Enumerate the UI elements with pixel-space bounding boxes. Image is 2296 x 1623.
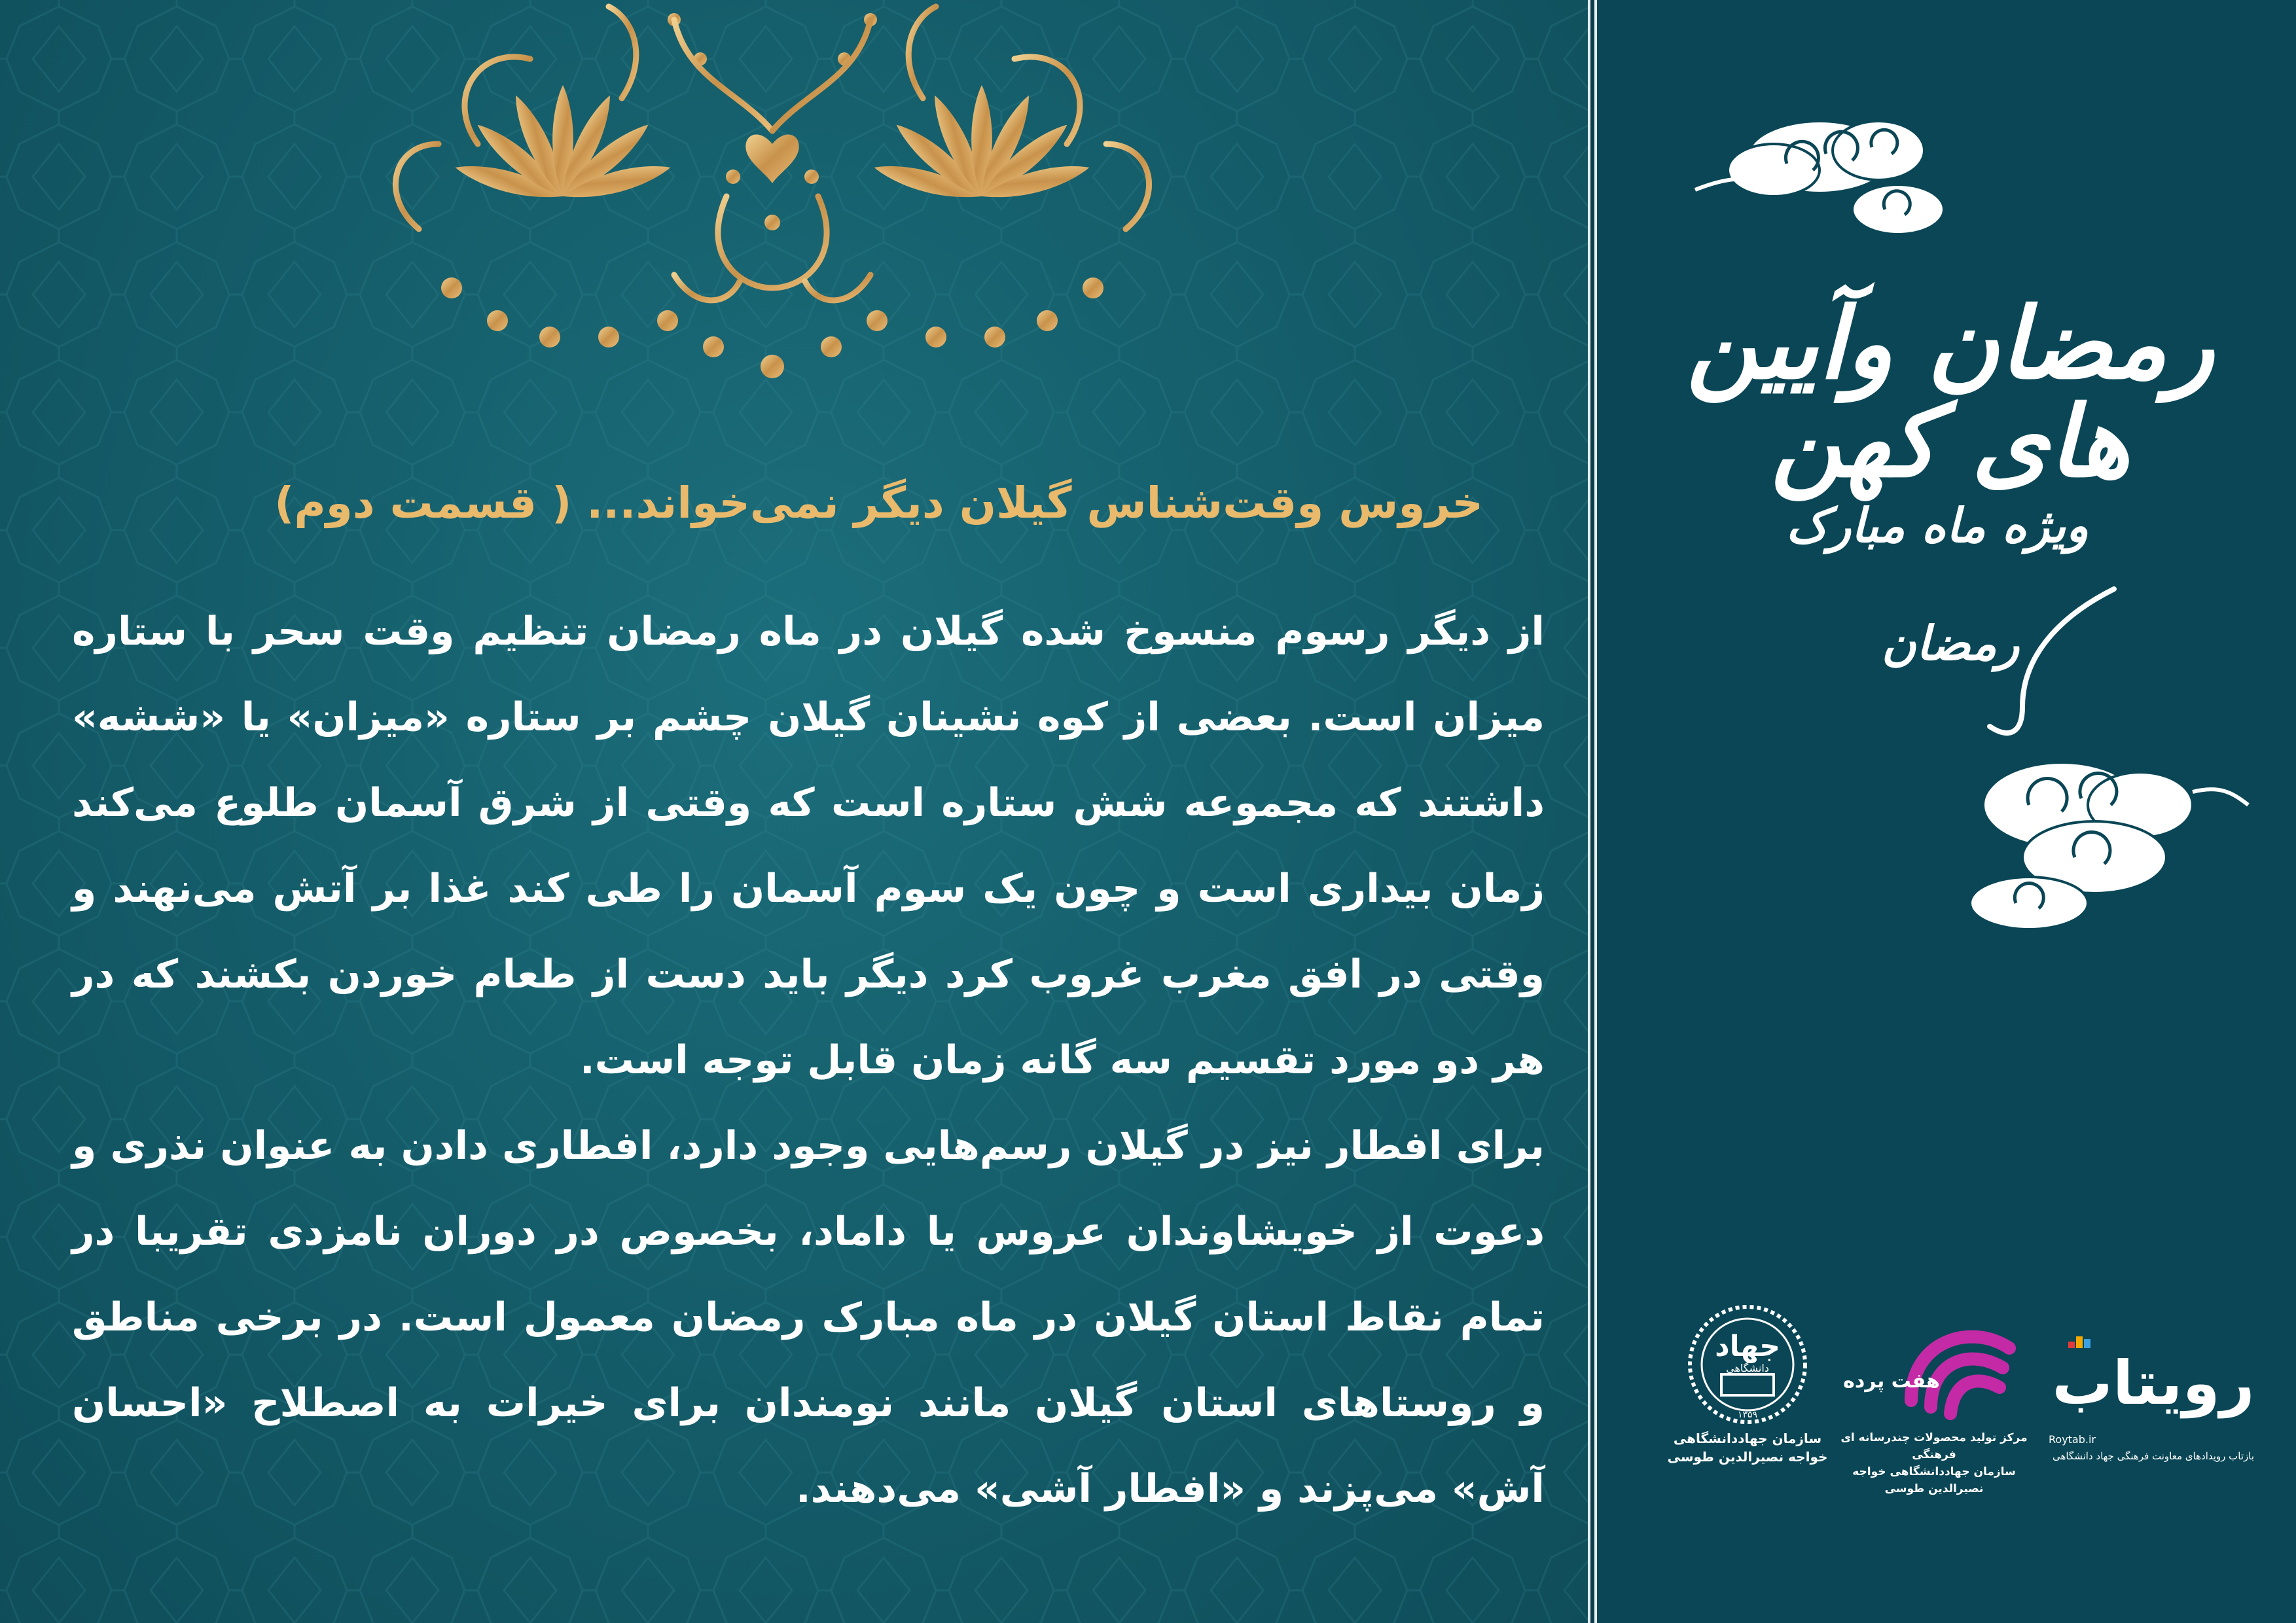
jahad-name: جهاد <box>1715 1330 1780 1363</box>
sidebar-subtitle-line1: ویژه ماه مبارک <box>1785 497 2089 553</box>
logo-roytab <box>2049 1335 2258 1479</box>
roytab-caption: بازتاب رویدادهای معاونت فرهنگی جهاد دانشگاهی <box>2052 1450 2255 1462</box>
panel-divider <box>1588 0 1597 1623</box>
jahad-caption-line1: سازمان جهاددانشگاهی <box>1673 1431 1822 1446</box>
article-paragraph-2: برای افطار نیز در گیلان رسم‌هایی وجود دارد، افطاری دادن به عنوان نذری و دعوت از خویشاوندان عروس یا داماد، بخصوص در دوران نامزدی تقریبا در تمام نقاط استان گیلان در ماه مبارک رمضان معمول است. در برخی مناطق و روستاهای استان گیلان مانند نومندان برای خیرات به اصطلاح «احسان آش» می‌پزند و «افطار آشی» می‌دهند. <box>72 1123 1545 1512</box>
jahad-caption-line2: خواجه نصیرالدین طوسی <box>1667 1449 1828 1465</box>
gold-mandala-ornament <box>281 0 1263 412</box>
haftpardeh-caption-line1: مرکز تولید محصولات چندرسانه ای فرهنگی <box>1840 1431 2028 1461</box>
jahad-year: ۱۳۵۹ <box>1737 1410 1758 1420</box>
haftpardeh-caption-line2: سازمان جهاددانشگاهی خواجه نصیرالدین طوسی <box>1852 1465 2016 1495</box>
article-headline: خروس وقت‌شناس گیلان دیگر نمی‌خواند... ( قسمت دوم) <box>274 478 1483 528</box>
sidebar-title: رمضان وآیین های کهن <box>1686 286 2215 499</box>
logo-haftpardeh <box>1839 1302 2029 1495</box>
roytab-url[interactable]: Roytab.ir <box>2049 1433 2096 1446</box>
haftpardeh-emblem-icon <box>1839 1302 2029 1427</box>
logo-jahad-daneshgahi <box>1666 1302 1829 1472</box>
cloud-ornament-bottom-icon <box>1950 746 2251 936</box>
jahad-sub: دانشگاهی <box>1726 1362 1769 1374</box>
article-body <box>72 589 1545 1532</box>
roytab-name: رویتاب <box>2052 1348 2255 1418</box>
cloud-ornament-top-icon <box>1689 98 1964 249</box>
article-paragraph-1: از دیگر رسوم منسوخ شده گیلان در ماه رمضان تنظیم وقت سحر با ستاره میزان است. بعضی از کوه نشینان گیلان چشم بر ستاره «میزان» یا «ششه» داشتند که مجموعه شش ستاره است که وقتی از شرق آسمان طلوع می‌کند زمان بیداری است و چون یک سوم آسمان را طی کند غذا بر آتش می‌نهند و وقتی در افق مغرب غروب کرد دیگر باید دست از طعام خوردن بکشند که در هر دو مورد تقسیم سه گانه زمان قابل توجه است. <box>72 609 1545 1083</box>
haftpardeh-name: هفت پرده <box>1843 1370 1940 1393</box>
jahad-emblem-icon <box>1666 1302 1829 1427</box>
sidebar-subtitle-line2: رمضان <box>1881 615 2020 671</box>
